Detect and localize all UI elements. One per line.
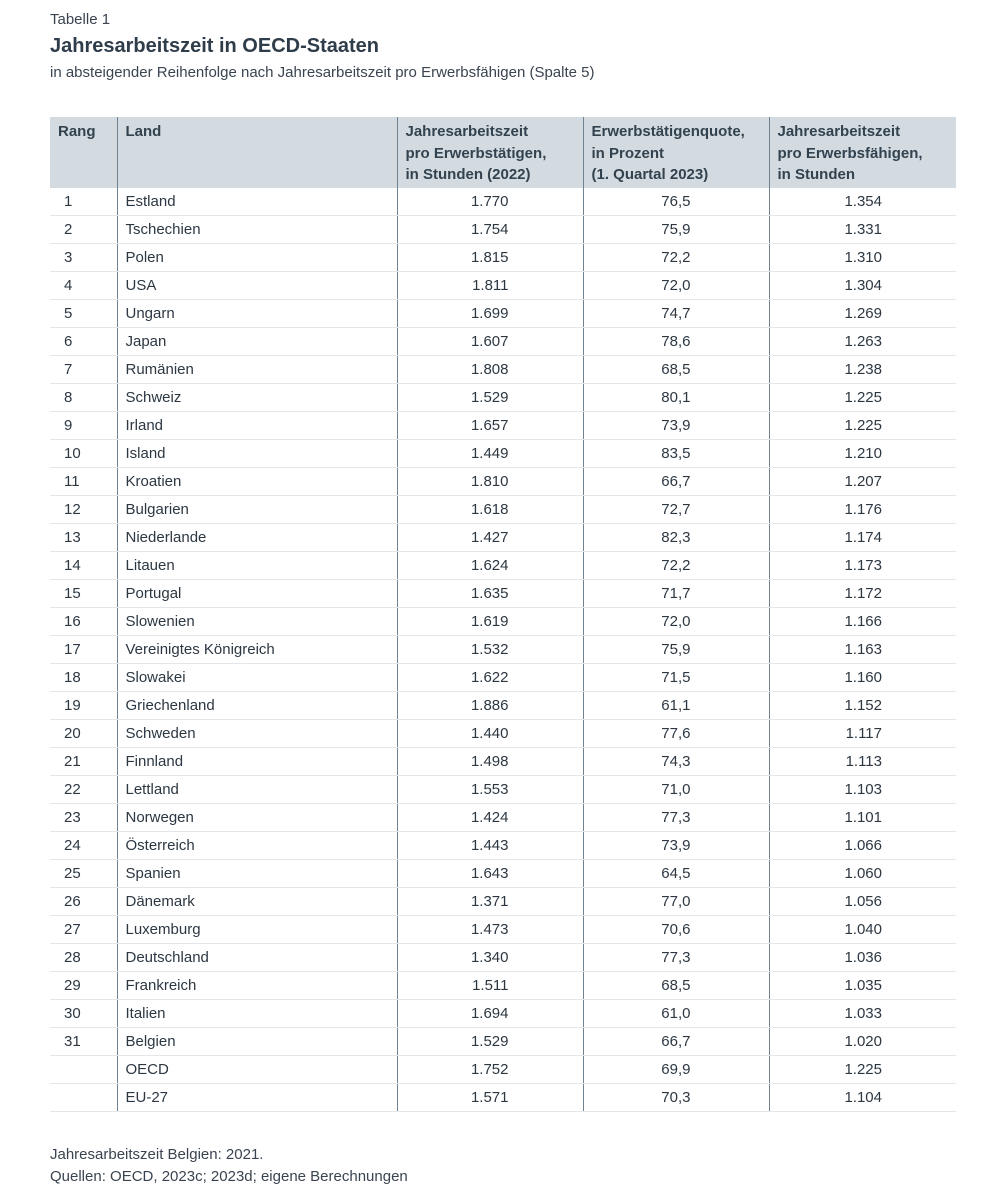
cell-rang: 3 (50, 244, 117, 272)
cell-employment-rate: 83,5 (583, 440, 769, 468)
cell-employment-rate: 68,5 (583, 356, 769, 384)
table-row (50, 636, 956, 664)
table-subtitle: in absteigender Reihenfolge nach Jahresarbeitszeit pro Erwerbsfähigen (Spalte 5) (50, 64, 595, 81)
cell-hours-employed: 1.624 (397, 552, 583, 580)
cell-hours-working-age: 1.101 (769, 804, 956, 832)
cell-rang: 30 (50, 1000, 117, 1028)
cell-employment-rate: 70,3 (583, 1084, 769, 1112)
table-row (50, 804, 956, 832)
cell-hours-employed: 1.371 (397, 888, 583, 916)
header-employment-rate (583, 117, 769, 188)
cell-hours-employed: 1.694 (397, 1000, 583, 1028)
cell-land: Dänemark (117, 888, 397, 916)
table-row (50, 692, 956, 720)
cell-employment-rate: 71,5 (583, 664, 769, 692)
cell-land: Estland (117, 188, 397, 216)
cell-hours-working-age: 1.066 (769, 832, 956, 860)
table-row (50, 440, 956, 468)
header-line: Erwerbstätigenquote, (591, 123, 745, 140)
table-row (50, 972, 956, 1000)
cell-land: Island (117, 440, 397, 468)
table-row (50, 888, 956, 916)
table-row (50, 1056, 956, 1084)
cell-land: Norwegen (117, 804, 397, 832)
cell-hours-employed: 1.424 (397, 804, 583, 832)
table-row (50, 524, 956, 552)
table-row (50, 300, 956, 328)
cell-rang: 31 (50, 1028, 117, 1056)
header-rang (50, 117, 117, 188)
cell-employment-rate: 66,7 (583, 468, 769, 496)
table-row (50, 188, 956, 216)
cell-hours-working-age: 1.263 (769, 328, 956, 356)
header-line: (1. Quartal 2023) (591, 166, 709, 183)
cell-land: EU-27 (117, 1084, 397, 1112)
cell-rang: 10 (50, 440, 117, 468)
cell-hours-working-age: 1.152 (769, 692, 956, 720)
cell-employment-rate: 66,7 (583, 1028, 769, 1056)
cell-land: Slowenien (117, 608, 397, 636)
cell-employment-rate: 78,6 (583, 328, 769, 356)
cell-land: Spanien (117, 860, 397, 888)
cell-hours-working-age: 1.173 (769, 552, 956, 580)
cell-employment-rate: 80,1 (583, 384, 769, 412)
cell-hours-working-age: 1.103 (769, 776, 956, 804)
cell-employment-rate: 68,5 (583, 972, 769, 1000)
cell-rang: 19 (50, 692, 117, 720)
cell-rang (50, 1084, 117, 1112)
header-land-line: Land (125, 123, 162, 140)
cell-rang: 14 (50, 552, 117, 580)
header-rang-line: Rang (58, 123, 96, 140)
cell-rang: 2 (50, 216, 117, 244)
cell-employment-rate: 77,3 (583, 944, 769, 972)
cell-hours-employed: 1.440 (397, 720, 583, 748)
cell-rang: 26 (50, 888, 117, 916)
cell-hours-working-age: 1.117 (769, 720, 956, 748)
table-row (50, 916, 956, 944)
cell-hours-employed: 1.635 (397, 580, 583, 608)
cell-hours-working-age: 1.225 (769, 384, 956, 412)
cell-hours-working-age: 1.176 (769, 496, 956, 524)
cell-rang (50, 1056, 117, 1084)
cell-hours-employed: 1.810 (397, 468, 583, 496)
cell-rang: 29 (50, 972, 117, 1000)
cell-land: Rumänien (117, 356, 397, 384)
cell-hours-working-age: 1.354 (769, 188, 956, 216)
cell-employment-rate: 76,5 (583, 188, 769, 216)
cell-hours-working-age: 1.036 (769, 944, 956, 972)
cell-hours-employed: 1.622 (397, 664, 583, 692)
cell-hours-employed: 1.754 (397, 216, 583, 244)
cell-rang: 4 (50, 272, 117, 300)
cell-land: Österreich (117, 832, 397, 860)
header-line: in Prozent (591, 144, 665, 162)
cell-employment-rate: 73,9 (583, 832, 769, 860)
cell-employment-rate: 71,7 (583, 580, 769, 608)
cell-land: Tschechien (117, 216, 397, 244)
cell-land: Italien (117, 1000, 397, 1028)
table-label: Tabelle 1 (50, 11, 111, 28)
cell-rang: 8 (50, 384, 117, 412)
cell-hours-employed: 1.427 (397, 524, 583, 552)
cell-hours-employed: 1.643 (397, 860, 583, 888)
cell-land: Schweden (117, 720, 397, 748)
table-row (50, 664, 956, 692)
header-line: Jahresarbeitszeit (777, 123, 901, 140)
cell-employment-rate: 75,9 (583, 636, 769, 664)
cell-employment-rate: 73,9 (583, 412, 769, 440)
cell-hours-working-age: 1.331 (769, 216, 956, 244)
cell-rang: 1 (50, 188, 117, 216)
table-row (50, 1000, 956, 1028)
table-row (50, 468, 956, 496)
cell-land: Japan (117, 328, 397, 356)
cell-rang: 24 (50, 832, 117, 860)
cell-hours-working-age: 1.166 (769, 608, 956, 636)
cell-hours-employed: 1.553 (397, 776, 583, 804)
cell-hours-working-age: 1.163 (769, 636, 956, 664)
header-land (117, 117, 397, 188)
cell-employment-rate: 71,0 (583, 776, 769, 804)
cell-hours-employed: 1.498 (397, 748, 583, 776)
cell-hours-working-age: 1.225 (769, 1056, 956, 1084)
cell-hours-working-age: 1.269 (769, 300, 956, 328)
table-row (50, 328, 956, 356)
cell-hours-working-age: 1.207 (769, 468, 956, 496)
cell-land: Kroatien (117, 468, 397, 496)
table-row (50, 272, 956, 300)
cell-land: Finnland (117, 748, 397, 776)
cell-land: Belgien (117, 1028, 397, 1056)
cell-employment-rate: 72,0 (583, 608, 769, 636)
header-hours-employed (397, 117, 583, 188)
cell-rang: 28 (50, 944, 117, 972)
cell-rang: 20 (50, 720, 117, 748)
cell-hours-employed: 1.811 (397, 272, 583, 300)
table-row (50, 1028, 956, 1056)
cell-land: Lettland (117, 776, 397, 804)
document-page (50, 10, 956, 1107)
table-row (50, 720, 956, 748)
cell-hours-employed: 1.571 (397, 1084, 583, 1112)
cell-hours-working-age: 1.056 (769, 888, 956, 916)
cell-land: USA (117, 272, 397, 300)
cell-hours-employed: 1.473 (397, 916, 583, 944)
cell-land: Griechenland (117, 692, 397, 720)
cell-land: Litauen (117, 552, 397, 580)
cell-hours-employed: 1.815 (397, 244, 583, 272)
cell-rang: 25 (50, 860, 117, 888)
table-row (50, 356, 956, 384)
cell-hours-working-age: 1.060 (769, 860, 956, 888)
cell-hours-employed: 1.607 (397, 328, 583, 356)
cell-employment-rate: 77,0 (583, 888, 769, 916)
cell-hours-employed: 1.529 (397, 1028, 583, 1056)
table-notes (50, 1144, 408, 1188)
cell-land: Slowakei (117, 664, 397, 692)
cell-hours-working-age: 1.160 (769, 664, 956, 692)
cell-hours-working-age: 1.238 (769, 356, 956, 384)
cell-land: Frankreich (117, 972, 397, 1000)
cell-hours-employed: 1.699 (397, 300, 583, 328)
table-row (50, 1084, 956, 1112)
cell-rang: 27 (50, 916, 117, 944)
cell-rang: 15 (50, 580, 117, 608)
cell-hours-employed: 1.618 (397, 496, 583, 524)
cell-rang: 22 (50, 776, 117, 804)
cell-hours-employed: 1.449 (397, 440, 583, 468)
cell-employment-rate: 72,0 (583, 272, 769, 300)
header-line: pro Erwerbstätigen, (405, 144, 547, 162)
cell-hours-employed: 1.443 (397, 832, 583, 860)
cell-employment-rate: 74,7 (583, 300, 769, 328)
cell-hours-working-age: 1.113 (769, 748, 956, 776)
header-line: in Stunden (777, 166, 855, 183)
header-hours-working-age (769, 117, 956, 188)
cell-hours-employed: 1.619 (397, 608, 583, 636)
table-header (50, 117, 956, 188)
cell-land: Irland (117, 412, 397, 440)
cell-land: Schweiz (117, 384, 397, 412)
cell-hours-working-age: 1.174 (769, 524, 956, 552)
cell-employment-rate: 77,3 (583, 804, 769, 832)
table-title: Jahresarbeitszeit in OECD-Staaten (50, 35, 379, 57)
cell-rang: 17 (50, 636, 117, 664)
cell-land: Luxemburg (117, 916, 397, 944)
cell-employment-rate: 75,9 (583, 216, 769, 244)
table-row (50, 776, 956, 804)
table-row (50, 412, 956, 440)
cell-rang: 21 (50, 748, 117, 776)
header-line: in Stunden (2022) (405, 166, 531, 183)
cell-land: OECD (117, 1056, 397, 1084)
cell-hours-working-age: 1.033 (769, 1000, 956, 1028)
cell-rang: 5 (50, 300, 117, 328)
cell-employment-rate: 72,2 (583, 552, 769, 580)
header-line: pro Erwerbsfähigen, (777, 144, 923, 162)
cell-employment-rate: 70,6 (583, 916, 769, 944)
cell-land: Niederlande (117, 524, 397, 552)
cell-employment-rate: 82,3 (583, 524, 769, 552)
cell-employment-rate: 64,5 (583, 860, 769, 888)
table-row (50, 580, 956, 608)
cell-rang: 11 (50, 468, 117, 496)
cell-rang: 16 (50, 608, 117, 636)
cell-land: Ungarn (117, 300, 397, 328)
cell-land: Deutschland (117, 944, 397, 972)
table-row (50, 944, 956, 972)
cell-hours-working-age: 1.035 (769, 972, 956, 1000)
cell-employment-rate: 74,3 (583, 748, 769, 776)
cell-rang: 7 (50, 356, 117, 384)
cell-rang: 18 (50, 664, 117, 692)
cell-rang: 13 (50, 524, 117, 552)
cell-employment-rate: 61,1 (583, 692, 769, 720)
cell-hours-working-age: 1.210 (769, 440, 956, 468)
table-row (50, 860, 956, 888)
table-row (50, 496, 956, 524)
table-row (50, 832, 956, 860)
cell-land: Polen (117, 244, 397, 272)
table-body (50, 188, 956, 1112)
cell-hours-employed: 1.532 (397, 636, 583, 664)
cell-hours-employed: 1.752 (397, 1056, 583, 1084)
table-row (50, 244, 956, 272)
table-row (50, 552, 956, 580)
cell-employment-rate: 61,0 (583, 1000, 769, 1028)
cell-hours-working-age: 1.020 (769, 1028, 956, 1056)
header-row (50, 117, 956, 188)
cell-hours-employed: 1.340 (397, 944, 583, 972)
table-row (50, 216, 956, 244)
cell-rang: 12 (50, 496, 117, 524)
cell-hours-employed: 1.886 (397, 692, 583, 720)
cell-rang: 23 (50, 804, 117, 832)
cell-land: Bulgarien (117, 496, 397, 524)
cell-employment-rate: 77,6 (583, 720, 769, 748)
cell-hours-employed: 1.808 (397, 356, 583, 384)
cell-hours-employed: 1.529 (397, 384, 583, 412)
cell-rang: 9 (50, 412, 117, 440)
working-hours-table (50, 117, 956, 1112)
cell-hours-working-age: 1.225 (769, 412, 956, 440)
cell-hours-working-age: 1.310 (769, 244, 956, 272)
cell-employment-rate: 69,9 (583, 1056, 769, 1084)
cell-hours-working-age: 1.172 (769, 580, 956, 608)
cell-employment-rate: 72,7 (583, 496, 769, 524)
cell-land: Portugal (117, 580, 397, 608)
table-row (50, 608, 956, 636)
note-belgium: Jahresarbeitszeit Belgien: 2021. (50, 1146, 264, 1163)
cell-land: Vereinigtes Königreich (117, 636, 397, 664)
cell-hours-employed: 1.657 (397, 412, 583, 440)
header-line: Jahresarbeitszeit (405, 123, 529, 140)
cell-rang: 6 (50, 328, 117, 356)
cell-hours-employed: 1.770 (397, 188, 583, 216)
table-row (50, 384, 956, 412)
cell-employment-rate: 72,2 (583, 244, 769, 272)
cell-hours-working-age: 1.104 (769, 1084, 956, 1112)
note-sources: Quellen: OECD, 2023c; 2023d; eigene Berechnungen (50, 1168, 408, 1185)
cell-hours-employed: 1.511 (397, 972, 583, 1000)
cell-hours-working-age: 1.304 (769, 272, 956, 300)
cell-hours-working-age: 1.040 (769, 916, 956, 944)
table-row (50, 748, 956, 776)
